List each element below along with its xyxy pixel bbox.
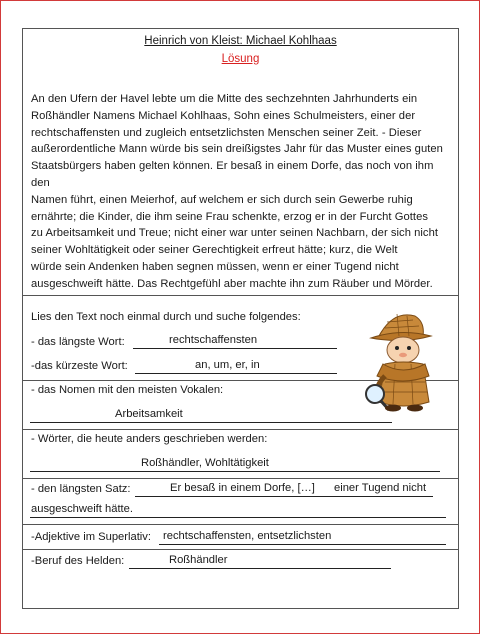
task-longest-sentence-label: - den längsten Satz:	[31, 483, 131, 495]
task-superlatives-label: -Adjektive im Superlativ:	[31, 531, 151, 543]
section-divider	[23, 524, 458, 525]
paragraph-line: außerordentliche Mann würde bis sein dreißigstes Jahr für das Muster eines guten	[31, 143, 443, 156]
answer-hero-job: Roßhändler	[169, 554, 228, 566]
paragraph-line: rechtschaffensten und zugleich entsetzlichsten Menschen seiner Zeit. - Dieser	[31, 126, 422, 139]
answer-line	[30, 471, 440, 472]
answer-most-vowels: Arbeitsamkeit	[115, 408, 183, 420]
paragraph-line: ernährte; die Kinder, die ihm seine Frau schenkte, erzog er in der Furcht Gottes	[31, 210, 429, 223]
section-divider	[23, 549, 458, 550]
task-old-spelling-label: - Wörter, die heute anders geschrieben werden:	[31, 433, 268, 445]
section-divider	[23, 429, 458, 430]
story-paragraph	[31, 91, 455, 293]
paragraph-line: Staatsbürgers haben gelten können. Er besaß in einem Dorfe, das noch von ihm den	[31, 160, 434, 189]
answer-line	[133, 348, 337, 349]
section-divider	[23, 295, 458, 296]
answer-line	[135, 496, 433, 497]
paragraph-line: würde sein Andenken haben segnen müssen, wenn er einer Tugend nicht	[31, 260, 399, 273]
answer-longest-sentence-start: Er besaß in einem Dorfe, […]	[170, 482, 315, 494]
paragraph-line: An den Ufern der Havel lebte um die Mitte des sechzehnten Jahrhunderts ein	[31, 93, 418, 105]
answer-line	[30, 422, 392, 423]
answer-longest-sentence-end: einer Tugend nicht	[334, 482, 427, 494]
instruction-text: Lies den Text noch einmal durch und suche folgendes:	[31, 311, 301, 323]
task-shortest-word-label: -das kürzeste Wort:	[31, 360, 128, 372]
page-title: Heinrich von Kleist: Michael Kohlhaas	[144, 35, 337, 47]
task-longest-word-label: - das längste Wort:	[31, 336, 125, 348]
answer-line	[135, 373, 337, 374]
answer-longest-word: rechtschaffensten	[169, 334, 258, 346]
task-hero-job-label: -Beruf des Helden:	[31, 555, 125, 567]
paragraph-line: Namen führt, einen Meierhof, auf welchem er sich durch sein Gewerbe ruhig	[31, 193, 413, 206]
answer-shortest-word: an, um, er, in	[195, 359, 260, 371]
answer-line	[129, 568, 391, 569]
detective-icon	[363, 306, 443, 416]
answer-superlatives: rechtschaffensten, entsetzlichsten	[163, 530, 332, 542]
paragraph-line: Roßhändler Namens Michael Kohlhaas, Sohn eines Schulmeisters, einer der	[31, 109, 416, 122]
answer-old-spelling: Roßhändler, Wohltätigkeit	[141, 457, 269, 469]
worksheet-box	[22, 28, 459, 609]
answer-line	[159, 544, 446, 545]
paragraph-line: ausgeschweift hätte. Das Rechtgefühl aber machte ihn zum Räuber und Mörder.	[31, 277, 433, 290]
answer-longest-sentence-line2: ausgeschweift hätte.	[31, 503, 133, 515]
paragraph-line: zu Arbeitsamkeit und Treue; nicht einer war unter seinen Nachbarn, der sich nicht	[31, 227, 439, 240]
answer-line	[30, 517, 446, 518]
section-divider	[23, 478, 458, 479]
paragraph-line: seiner Wohltätigkeit oder seiner Gerechtigkeit erfreut hätte; kurz, die Welt	[31, 244, 398, 257]
solution-label: Lösung	[221, 53, 260, 65]
task-most-vowels-label: - das Nomen mit den meisten Vokalen:	[31, 384, 224, 396]
